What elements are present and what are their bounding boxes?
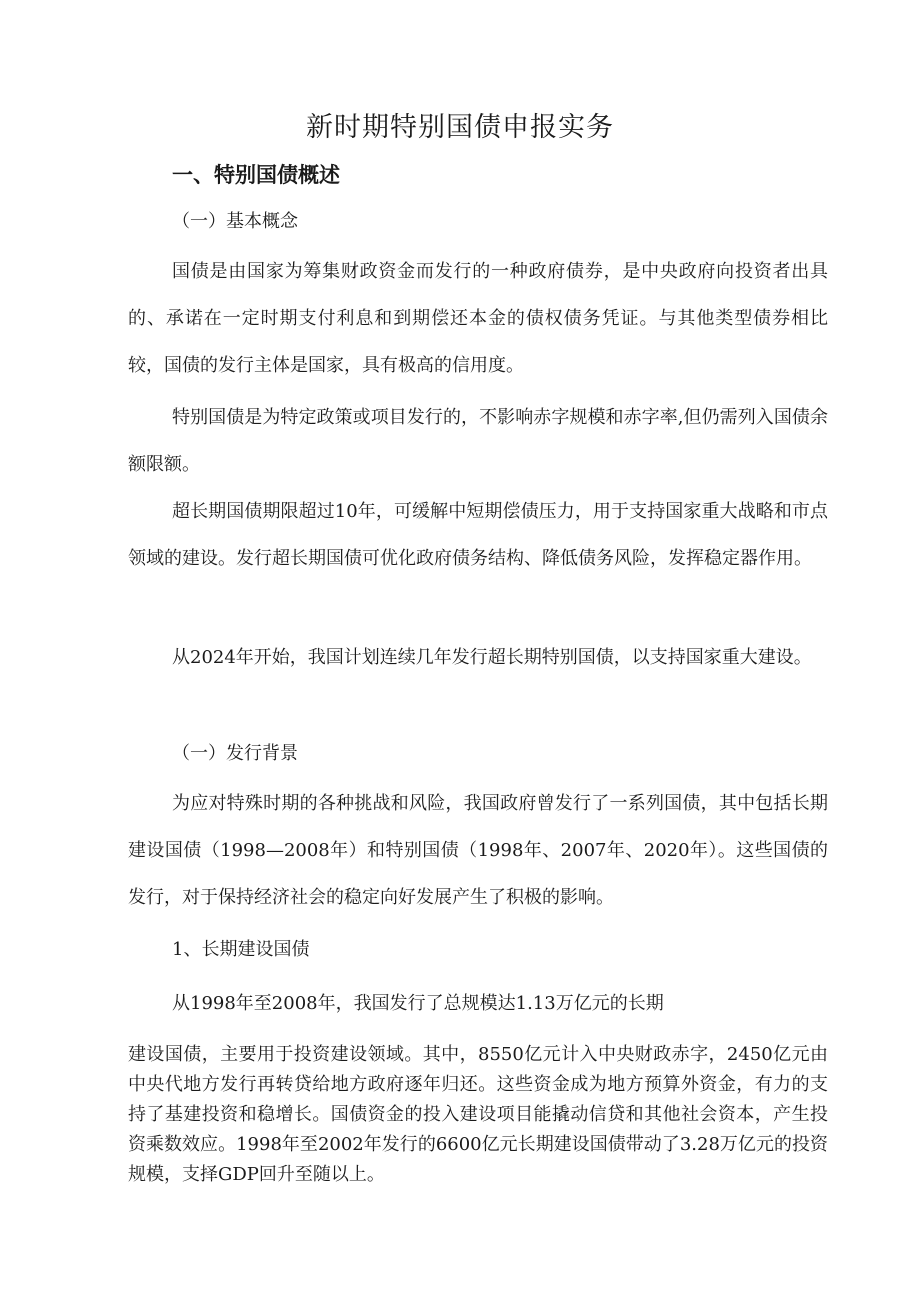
paragraph-basic-4: 从2024年开始，我国计划连续几年发行超长期特别国债，以支持国家重大建设。	[172, 647, 812, 668]
document-title: 新时期特别国债申报实务	[306, 112, 614, 143]
paragraph-basic-3: 超长期国债期限超过10年，可缓解中短期偿债压力，用于支持国家重大战略和市点领域的建设。发行超长期国债可优化政府债务结构、降低债务风险，发挥稳定器作用。	[128, 501, 828, 569]
paragraph-basic-2: 特别国债是为特定政策或项目发行的，不影响赤字规模和赤字率,但仍需列入国债余额限额。	[128, 407, 828, 475]
paragraph-basic-1: 国债是由国家为筹集财政资金而发行的一种政府债券，是中央政府向投资者出具的、承诺在一定时期支付利息和到期偿还本金的债权债务凭证。与其他类型债券相比较，国债的发行主体是国家，具有极高的信用度。	[128, 261, 828, 376]
subheading-background: （一）发行背景	[172, 743, 298, 764]
section-heading-overview: 一、特别国债概述	[172, 163, 340, 187]
paragraph-long-term-2: 建设国债，主要用于投资建设领域。其中，8550亿元计入中央财政赤字，2450亿元由中央代地方发行再转贷给地方政府逐年归还。这些资金成为地方预算外资金，有力的支持了基建投资和稳增长。国债资金的投入建设项目能撬动信贷和其他社会资本，产生投资乘数效应。1998年至2002年发行的6600亿元长期建设国债带动了3.28万亿元的投资规模，支择GDP回升至随以上。	[128, 1044, 828, 1185]
subheading-long-term-bonds: 1、长期建设国债	[172, 939, 310, 960]
subheading-basic-concept: （一）基本概念	[172, 211, 298, 232]
paragraph-background-1: 为应对特殊时期的各种挑战和风险，我国政府曾发行了一系列国债，其中包括长期建设国债（1998—2008年）和特别国债（1998年、2007年、2020年）。这些国债的发行，对于保持经济社会的稳定向好发展产生了积极的影响。	[128, 793, 828, 908]
paragraph-long-term-1: 从1998年至2008年，我国发行了总规模达1.13万亿元的长期	[172, 993, 664, 1014]
